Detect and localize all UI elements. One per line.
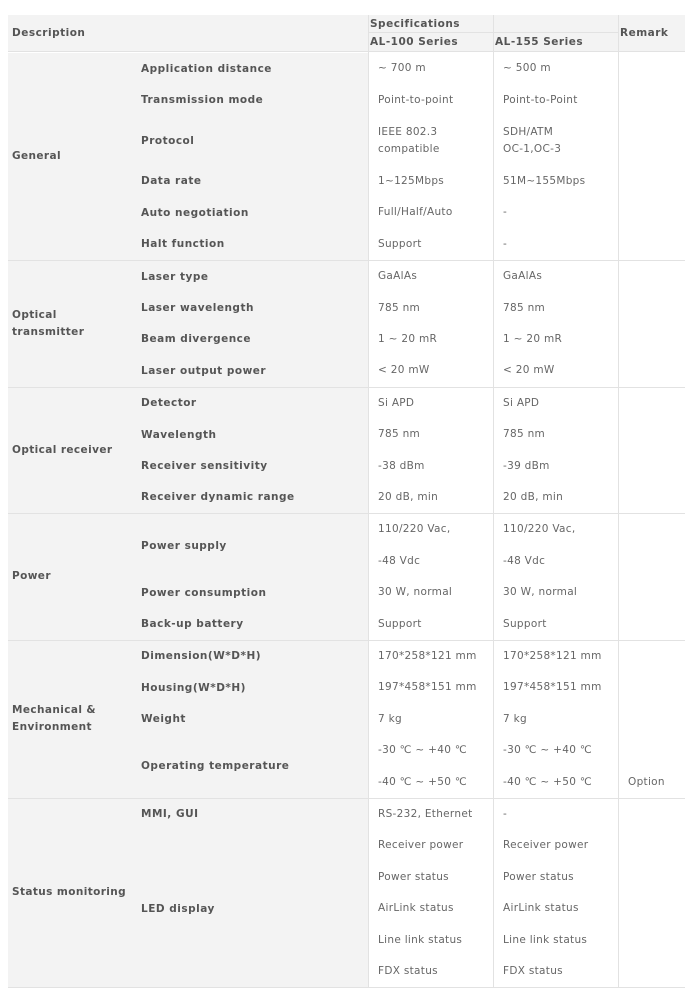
spec-value-al100: AirLink status	[368, 893, 493, 924]
spec-item-label: Receiver dynamic range	[133, 482, 368, 513]
spec-remark	[618, 830, 685, 861]
spec-item-label: Transmission mode	[133, 84, 368, 115]
spec-value-al155: ~ 500 m	[493, 53, 618, 84]
group-label: Power	[8, 514, 133, 640]
spec-remark	[618, 799, 685, 830]
group-label: Mechanical & Environment	[8, 641, 133, 798]
spec-value-al100: Point-to-point	[368, 84, 493, 115]
spec-remark	[618, 53, 685, 84]
spec-remark	[618, 388, 685, 419]
spec-remark	[618, 924, 685, 955]
spec-value-al155: 1 ~ 20 mR	[493, 324, 618, 355]
spec-item-label: Laser wavelength	[133, 292, 368, 323]
spec-value-al100: -30 ℃ ~ +40 ℃	[368, 735, 493, 766]
spec-item-label: Protocol	[133, 116, 368, 166]
spec-item-label: Housing(W*D*H)	[133, 672, 368, 703]
group-label: General	[8, 53, 133, 260]
spec-value-al155: -40 ℃ ~ +50 ℃	[493, 766, 618, 797]
spec-value-al100: -38 dBm	[368, 450, 493, 481]
spec-item-label: Beam divergence	[133, 324, 368, 355]
spec-value-al155: 785 nm	[493, 292, 618, 323]
spec-remark	[618, 197, 685, 228]
spec-value-al100: Si APD	[368, 388, 493, 419]
spec-item-label: Auto negotiation	[133, 197, 368, 228]
spec-value-al100: Full/Half/Auto	[368, 197, 493, 228]
column-divider	[618, 15, 619, 988]
spec-value-al100: 785 nm	[368, 419, 493, 450]
spec-value-al100: 7 kg	[368, 704, 493, 735]
header-blank	[133, 15, 368, 51]
spec-remark	[618, 956, 685, 987]
spec-value-al155: 20 dB, min	[493, 482, 618, 513]
group-label: Status monitoring	[8, 799, 133, 987]
column-divider	[368, 15, 369, 988]
spec-value-al155: Support	[493, 608, 618, 639]
spec-remark	[618, 482, 685, 513]
spec-remark	[618, 292, 685, 323]
spec-value-al155: 197*458*151 mm	[493, 672, 618, 703]
spec-value-al100: 170*258*121 mm	[368, 641, 493, 672]
header-al100: AL-100 Series	[368, 33, 493, 51]
spec-item-label: Wavelength	[133, 419, 368, 450]
spec-item-label: Back-up battery	[133, 608, 368, 639]
spec-remark	[618, 355, 685, 386]
spec-value-al155: -	[493, 799, 618, 830]
spec-value-al100: Receiver power	[368, 830, 493, 861]
spec-item-label: LED display	[133, 830, 368, 987]
spec-value-al155: 7 kg	[493, 704, 618, 735]
header-description: Description	[8, 15, 133, 51]
header-al155: AL-155 Series	[493, 33, 618, 51]
spec-remark	[618, 862, 685, 893]
spec-remark	[618, 641, 685, 672]
spec-item-label: Application distance	[133, 53, 368, 84]
spec-remark	[618, 116, 685, 166]
spec-value-al100: 110/220 Vac,	[368, 514, 493, 545]
spec-value-al100: 30 W, normal	[368, 577, 493, 608]
spec-remark	[618, 514, 685, 545]
spec-remark	[618, 166, 685, 197]
spec-value-al155: GaAlAs	[493, 261, 618, 292]
spec-value-al100: 1~125Mbps	[368, 166, 493, 197]
spec-value-al100: Power status	[368, 862, 493, 893]
column-divider	[493, 15, 494, 988]
spec-value-al155: 51M~155Mbps	[493, 166, 618, 197]
spec-remark	[618, 261, 685, 292]
spec-value-al155: 785 nm	[493, 419, 618, 450]
spec-value-al155: Si APD	[493, 388, 618, 419]
spec-value-al155: Power status	[493, 862, 618, 893]
spec-item-label: Power consumption	[133, 577, 368, 608]
group-label: Optical transmitter	[8, 261, 133, 387]
spec-value-al100: GaAlAs	[368, 261, 493, 292]
spec-value-al155: 110/220 Vac,	[493, 514, 618, 545]
spec-remark	[618, 84, 685, 115]
spec-value-al100: 197*458*151 mm	[368, 672, 493, 703]
spec-remark	[618, 324, 685, 355]
spec-value-al155: 170*258*121 mm	[493, 641, 618, 672]
spec-remark	[618, 672, 685, 703]
spec-remark	[618, 450, 685, 481]
spec-value-al100: Support	[368, 608, 493, 639]
spec-value-al100: < 20 mW	[368, 355, 493, 386]
spec-value-al100: 1 ~ 20 mR	[368, 324, 493, 355]
spec-remark	[618, 577, 685, 608]
spec-remark	[618, 419, 685, 450]
header-remark: Remark	[618, 15, 685, 51]
spec-value-al100: 20 dB, min	[368, 482, 493, 513]
spec-item-label: Halt function	[133, 229, 368, 260]
spec-value-al155: 30 W, normal	[493, 577, 618, 608]
spec-value-al155: AirLink status	[493, 893, 618, 924]
header-specifications: Specifications	[368, 15, 618, 33]
spec-value-al155: FDX status	[493, 956, 618, 987]
row-divider	[8, 987, 685, 988]
spec-value-al155: -30 ℃ ~ +40 ℃	[493, 735, 618, 766]
spec-remark	[618, 229, 685, 260]
spec-value-al100: ~ 700 m	[368, 53, 493, 84]
spec-remark	[618, 735, 685, 766]
spec-value-al155: Receiver power	[493, 830, 618, 861]
spec-value-al100: FDX status	[368, 956, 493, 987]
spec-item-label: Laser type	[133, 261, 368, 292]
group-label: Optical receiver	[8, 388, 133, 514]
spec-value-al100: -48 Vdc	[368, 546, 493, 577]
spec-value-al155: -	[493, 197, 618, 228]
spec-item-label: Weight	[133, 704, 368, 735]
spec-item-label: Laser output power	[133, 355, 368, 386]
spec-item-label: MMI, GUI	[133, 799, 368, 830]
spec-item-label: Dimension(W*D*H)	[133, 641, 368, 672]
spec-value-al100: -40 ℃ ~ +50 ℃	[368, 766, 493, 797]
spec-value-al100: Support	[368, 229, 493, 260]
spec-remark	[618, 546, 685, 577]
spec-remark	[618, 704, 685, 735]
spec-item-label: Power supply	[133, 514, 368, 577]
spec-value-al155: -39 dBm	[493, 450, 618, 481]
spec-value-al100: RS-232, Ethernet	[368, 799, 493, 830]
spec-item-label: Operating temperature	[133, 735, 368, 798]
spec-remark	[618, 893, 685, 924]
spec-value-al100: IEEE 802.3 compatible	[368, 116, 493, 166]
spec-value-al100: 785 nm	[368, 292, 493, 323]
spec-item-label: Detector	[133, 388, 368, 419]
spec-value-al155: Line link status	[493, 924, 618, 955]
spec-remark: Option	[618, 766, 685, 797]
spec-value-al155: -	[493, 229, 618, 260]
spec-item-label: Receiver sensitivity	[133, 450, 368, 481]
spec-value-al155: -48 Vdc	[493, 546, 618, 577]
spec-remark	[618, 608, 685, 639]
spec-value-al155: SDH/ATM OC-1,OC-3	[493, 116, 618, 166]
spec-item-label: Data rate	[133, 166, 368, 197]
spec-value-al155: Point-to-Point	[493, 84, 618, 115]
spec-value-al100: Line link status	[368, 924, 493, 955]
row-divider	[8, 51, 685, 52]
spec-value-al155: < 20 mW	[493, 355, 618, 386]
